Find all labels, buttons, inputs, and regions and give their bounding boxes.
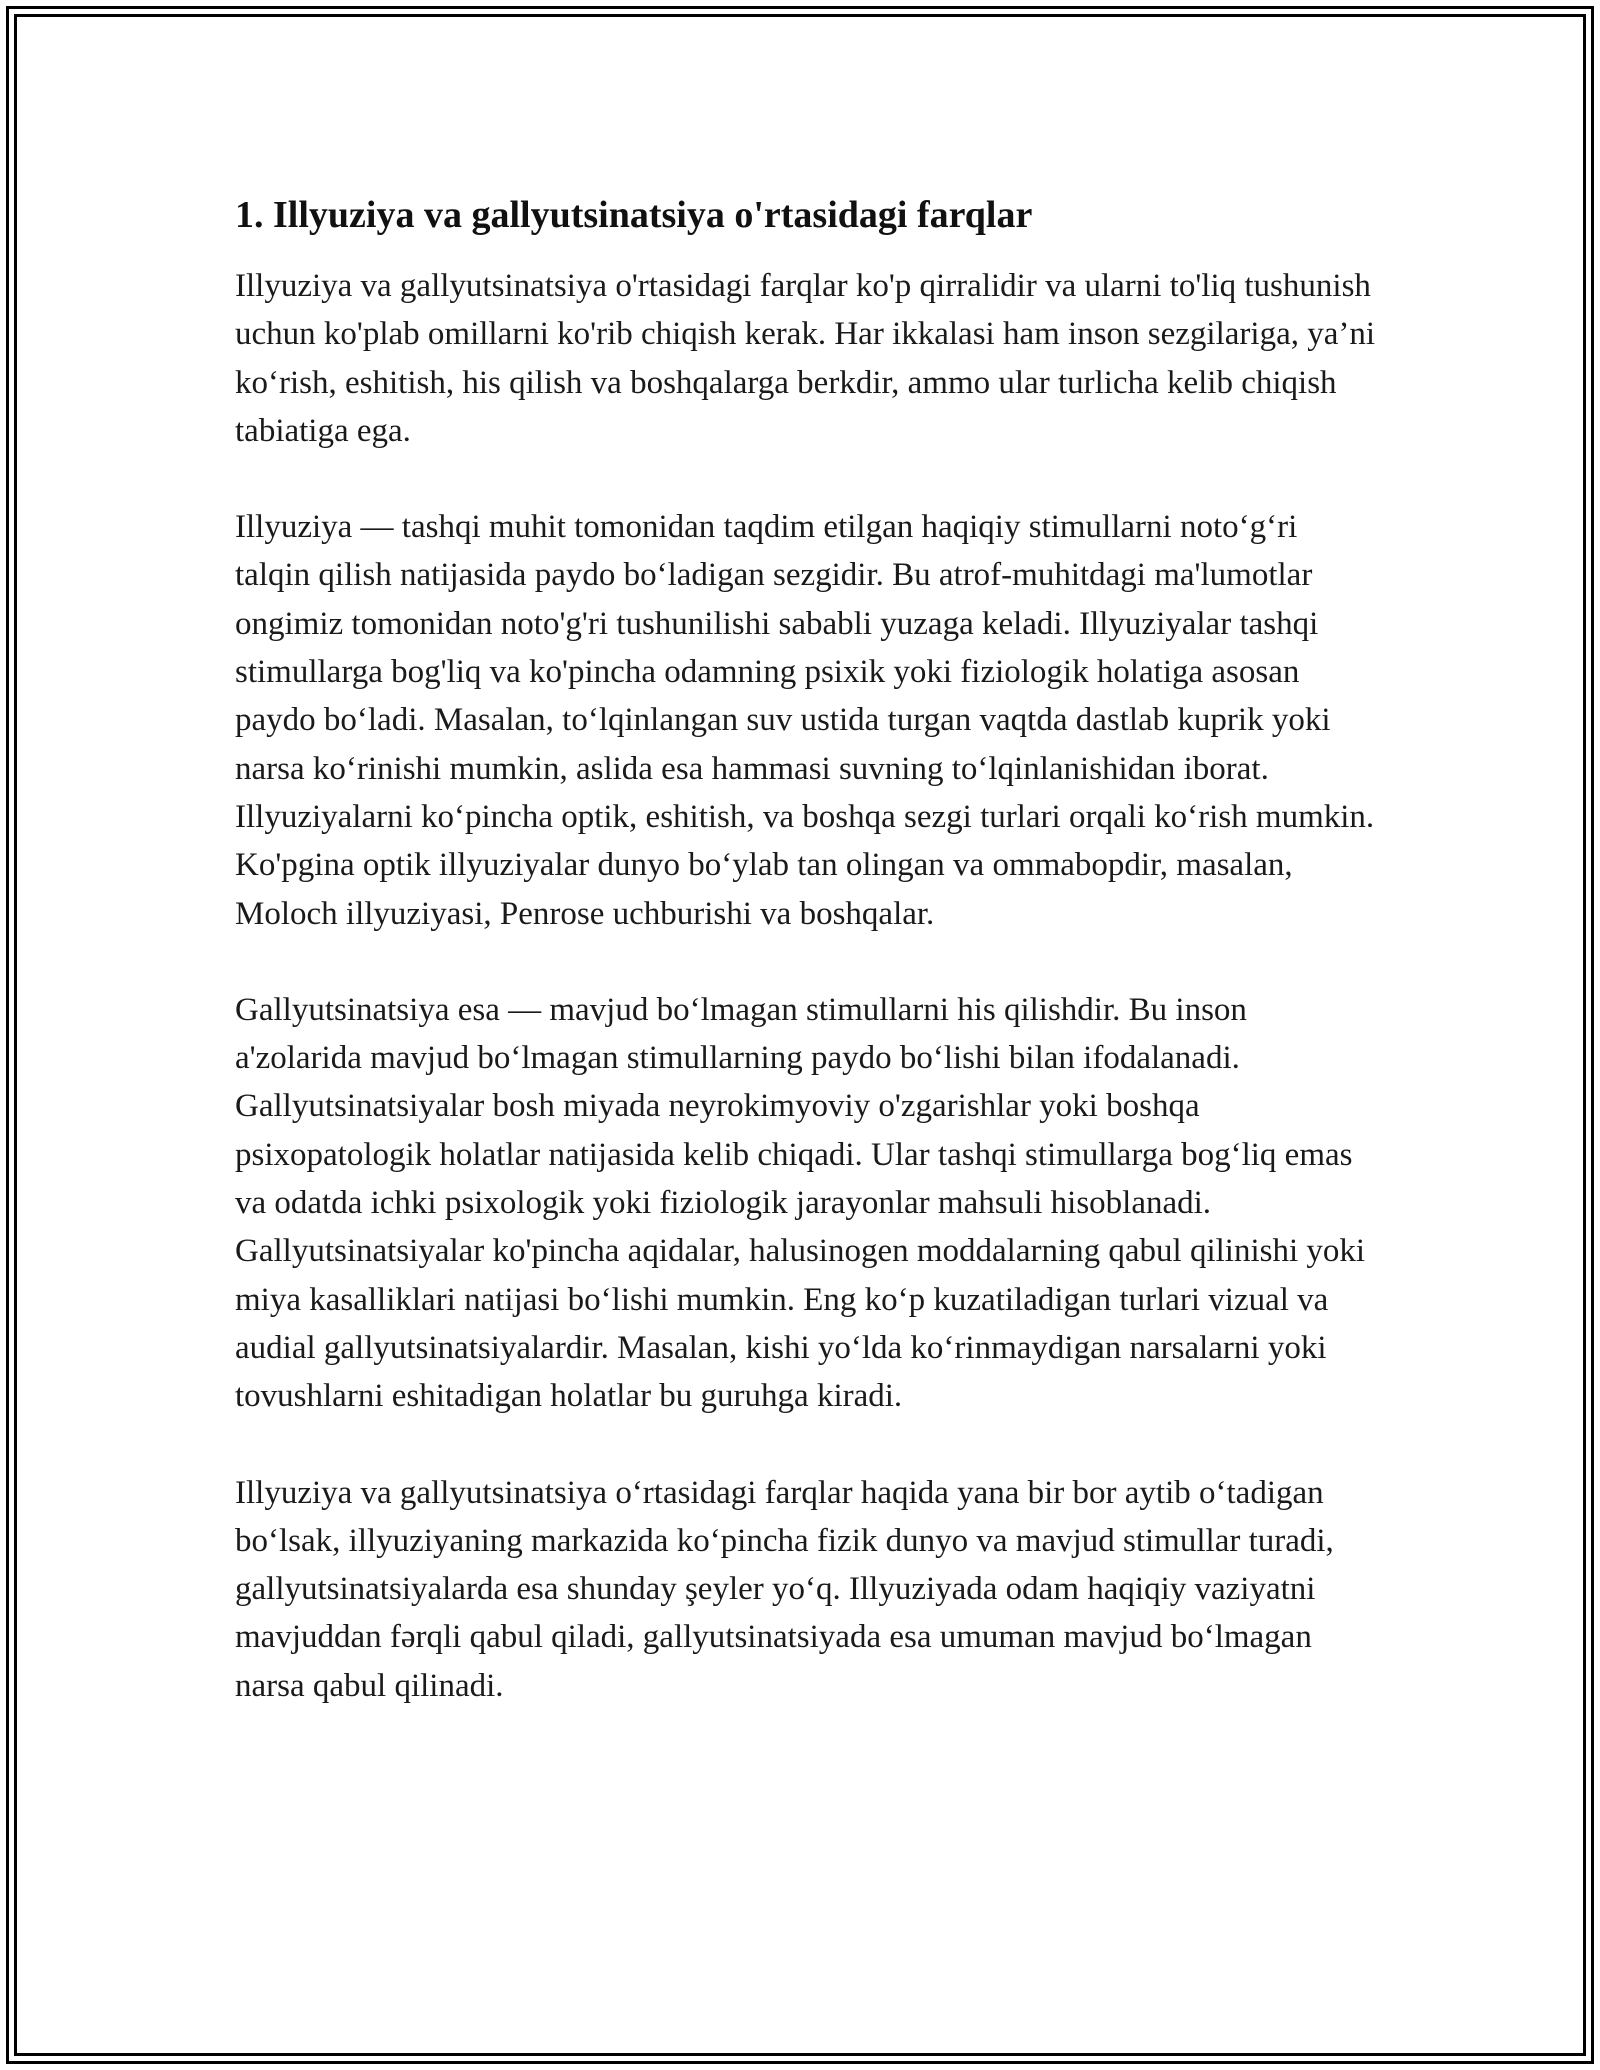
paragraph-summary: Illyuziya va gallyutsinatsiya o‘rtasidagi farqlar haqida yana bir bor aytib o‘tadigan bo‘lsak, illyuziyaning markazida ko‘pincha fizik dunyo va mavjud stimullar turadi, gallyutsinatsiyalarda esa shunday şeyler yo‘q. Illyuziyada odam haqiqiy vaziyatni mavjuddan fərqli qabul qiladi, gallyutsinatsiyada esa umuman mavjud bo‘lmagan narsa qabul qilinadi. — [235, 1474, 1334, 1704]
section-heading: 1. Illyuziya va gallyutsinatsiya o'rtasidagi farqlar — [235, 194, 1033, 236]
paragraph-illusion: Illyuziya — tashqi muhit tomonidan taqdim etilgan haqiqiy stimullarni noto‘g‘ri talqin qilish natijasida paydo bo‘ladigan sezgidir. Bu atrof-muhitdagi ma'lumotlar ongimiz tomonidan noto'g'ri tushunilishi sababli yuzaga keladi. Illyuziyalar tashqi stimullarga bog'liq va ko'pincha odamning psixik yoki fiziologik holatiga asosan paydo bo‘ladi. Masalan, to‘lqinlangan suv ustida turgan vaqtda dastlab kuprik yoki narsa ko‘rinishi mumkin, aslida esa hammasi suvning to‘lqinlanishidan iborat. Illyuziyalarni ko‘pincha optik, eshitish, va boshqa sezgi turlari orqali ko‘rish mumkin. Ko'pgina optik illyuziyalar dunyo bo‘ylab tan olingan va ommabopdir, masalan, Moloch illyuziyasi, Penrose uchburishi va boshqalar. — [235, 509, 1375, 932]
paragraph-intro: Illyuziya va gallyutsinatsiya o'rtasidagi farqlar ko'p qirralidir va ularni to'liq tushunish uchun ko'plab omillarni ko'rib chiqish kerak. Har ikkalasi ham inson sezgilariga, ya’ni ko‘rish, eshitish, his qilish va boshqalarga berkdir, ammo ular turlicha kelib chiqish tabiatiga ega. — [235, 268, 1376, 449]
paragraph-hallucination: Gallyutsinatsiya esa — mavjud bo‘lmagan stimullarni his qilishdir. Bu inson a'zolarida mavjud bo‘lmagan stimullarning paydo bo‘lishi bilan ifodalanadi. Gallyutsinatsiyalar bosh miyada neyrokimyoviy o'zgarishlar yoki boshqa psixopatologik holatlar natijasida kelib chiqadi. Ular tashqi stimullarga bog‘liq emas va odatda ichki psixologik yoki fiziologik jarayonlar mahsuli hisoblanadi. Gallyutsinatsiyalar ko'pincha aqidalar, halusinogen moddalarning qabul qilinishi yoki miya kasalliklari natijasi bo‘lishi mumkin. Eng ko‘p kuzatiladigan turlari vizual va audial gallyutsinatsiyalardir. Masalan, kishi yo‘lda ko‘rinmaydigan narsalarni yoki tovushlarni eshitadigan holatlar bu guruhga kiradi. — [235, 991, 1366, 1415]
document-body — [235, 190, 1375, 1758]
